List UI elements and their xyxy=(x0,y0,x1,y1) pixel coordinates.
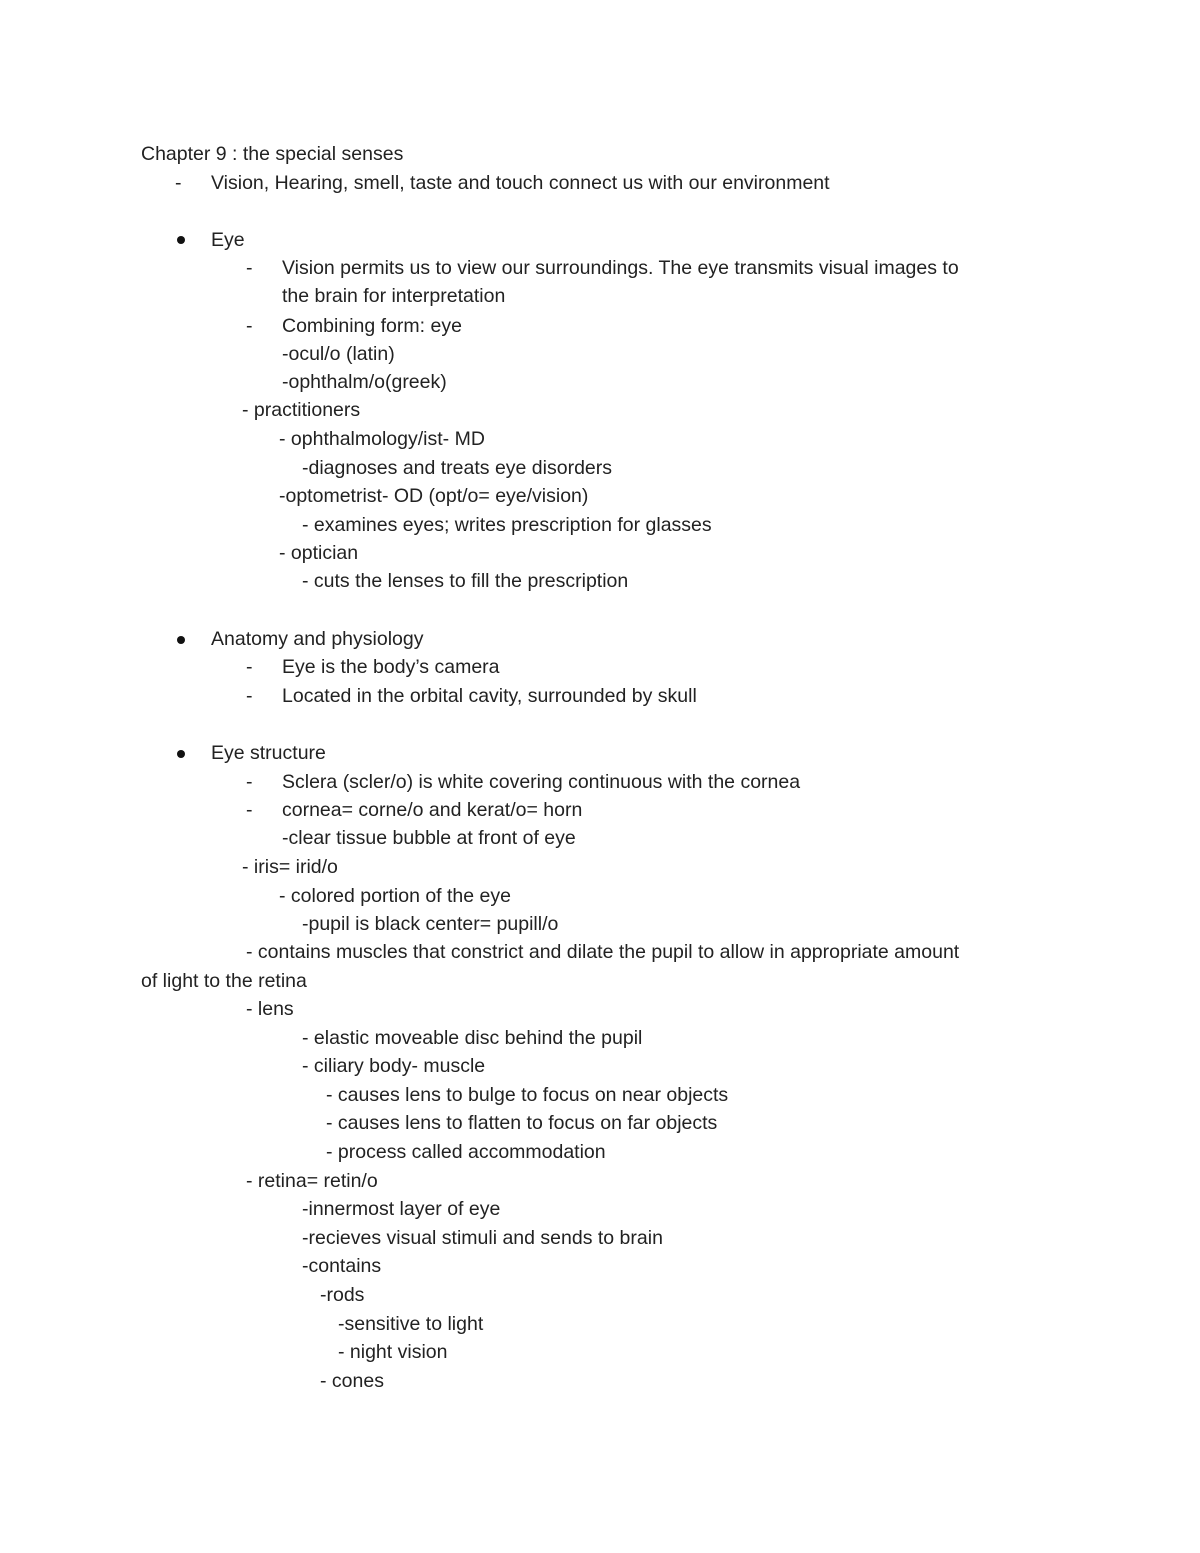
structure-rods: -rods xyxy=(320,1284,365,1306)
list-dash: - xyxy=(246,656,253,678)
intro-dash: - xyxy=(175,172,182,194)
intro-text: Vision, Hearing, smell, taste and touch connect us with our environment xyxy=(211,172,830,194)
chapter-title: Chapter 9 : the special senses xyxy=(141,143,404,165)
structure-muscles-line2: of light to the retina xyxy=(141,970,307,992)
structure-ciliary: - ciliary body- muscle xyxy=(302,1055,486,1077)
eye-ophthalmology: - ophthalmology/ist- MD xyxy=(279,428,485,450)
eye-vision-line1: Vision permits us to view our surroundings. The eye transmits visual images to xyxy=(282,257,959,279)
structure-innermost: -innermost layer of eye xyxy=(302,1198,501,1220)
anatomy-camera: Eye is the body’s camera xyxy=(282,656,500,678)
structure-iris: - iris= irid/o xyxy=(242,856,338,878)
structure-contains: -contains xyxy=(302,1255,382,1277)
structure-cones: - cones xyxy=(320,1370,384,1392)
eye-optometrist-desc: - examines eyes; writes prescription for glasses xyxy=(302,514,712,536)
structure-accommodation: - process called accommodation xyxy=(326,1141,606,1163)
eye-ocul: -ocul/o (latin) xyxy=(282,343,395,365)
structure-retina: - retina= retin/o xyxy=(246,1170,378,1192)
structure-lens: - lens xyxy=(246,998,294,1020)
structure-cornea: cornea= corne/o and kerat/o= horn xyxy=(282,799,583,821)
anatomy-location: Located in the orbital cavity, surrounded by skull xyxy=(282,685,697,707)
list-dash: - xyxy=(246,799,253,821)
structure-sensitive: -sensitive to light xyxy=(338,1313,484,1335)
eye-vision-line2: the brain for interpretation xyxy=(282,285,506,307)
structure-lens-desc: - elastic moveable disc behind the pupil xyxy=(302,1027,643,1049)
structure-sclera: Sclera (scler/o) is white covering continuous with the cornea xyxy=(282,771,801,793)
eye-optometrist: -optometrist- OD (opt/o= eye/vision) xyxy=(279,485,589,507)
bullet-icon xyxy=(177,636,185,644)
list-dash: - xyxy=(246,685,253,707)
eye-combining-form: Combining form: eye xyxy=(282,315,462,337)
eye-optician-desc: - cuts the lenses to fill the prescription xyxy=(302,570,629,592)
structure-muscles-line1: - contains muscles that constrict and dilate the pupil to allow in appropriate amount xyxy=(246,941,960,963)
eye-optician: - optician xyxy=(279,542,359,564)
bullet-icon xyxy=(177,236,185,244)
anatomy-heading: Anatomy and physiology xyxy=(211,628,424,650)
structure-iris-colored: - colored portion of the eye xyxy=(279,885,511,907)
structure-heading: Eye structure xyxy=(211,742,326,764)
structure-receives: -recieves visual stimuli and sends to brain xyxy=(302,1227,663,1249)
eye-heading: Eye xyxy=(211,229,245,251)
structure-night: - night vision xyxy=(338,1341,448,1363)
structure-cornea-desc: -clear tissue bubble at front of eye xyxy=(282,827,576,849)
eye-practitioners: - practitioners xyxy=(242,399,361,421)
eye-ophthalm: -ophthalm/o(greek) xyxy=(282,371,447,393)
structure-pupil: -pupil is black center= pupill/o xyxy=(302,913,559,935)
list-dash: - xyxy=(246,257,253,279)
structure-bulge: - causes lens to bulge to focus on near objects xyxy=(326,1084,729,1106)
list-dash: - xyxy=(246,771,253,793)
structure-flatten: - causes lens to flatten to focus on far objects xyxy=(326,1112,718,1134)
list-dash: - xyxy=(246,315,253,337)
bullet-icon xyxy=(177,750,185,758)
eye-ophthalmology-desc: -diagnoses and treats eye disorders xyxy=(302,457,613,479)
